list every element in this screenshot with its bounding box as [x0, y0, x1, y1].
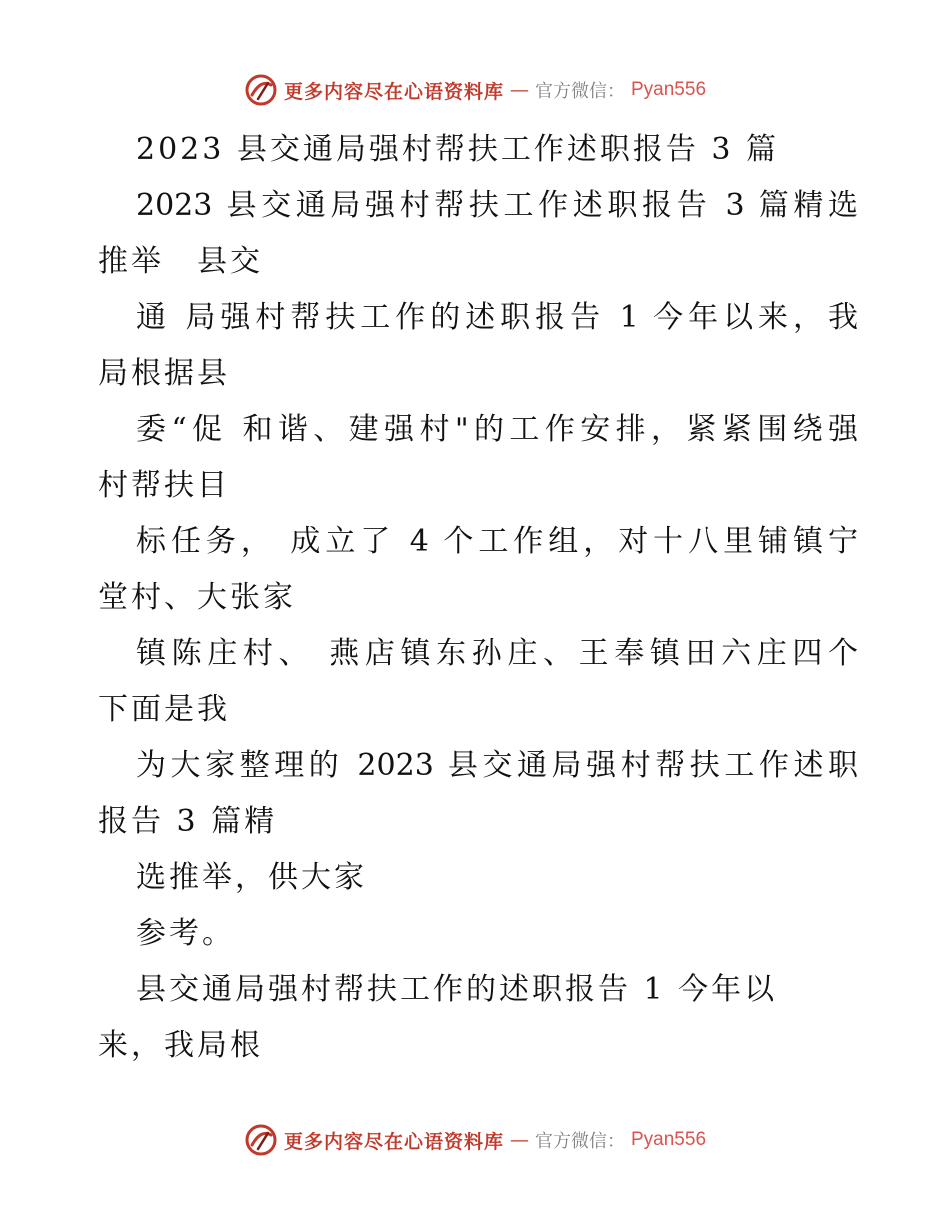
paragraph-line: 为大家整理的 2023 县交通局强村帮扶工作述职	[136, 748, 858, 783]
paragraph-line: 镇陈庄村、 燕店镇东孙庄、王奉镇田六庄四个	[136, 636, 858, 671]
paragraph-line: 县交通局强村帮扶工作的述职报告 1 今年以	[136, 972, 778, 1007]
banner-wechat-id: Pyan556	[631, 1129, 707, 1150]
logo-icon	[244, 1123, 278, 1157]
paragraph-line: 推举 县交	[98, 244, 263, 279]
paragraph-line: 报告 3 篇精	[98, 804, 278, 839]
logo-icon	[244, 73, 278, 107]
footer-banner	[0, 1120, 950, 1160]
paragraph-line: 下面是我	[98, 692, 230, 727]
doc-title: 2023 县交通局强村帮扶工作述职报告 3 篇	[136, 132, 780, 167]
banner-official-label: 官方微信：	[535, 1131, 625, 1152]
banner-main-text: 更多内容尽在心语资料库	[283, 1130, 504, 1153]
paragraph-line: 来，我局根	[98, 1028, 263, 1063]
banner-dash: —	[510, 1129, 529, 1151]
banner-main-text: 更多内容尽在心语资料库	[283, 80, 504, 103]
paragraph-line: 参考。	[136, 916, 235, 951]
paragraph-line: 局根据县	[98, 356, 230, 391]
document-body	[98, 122, 858, 1074]
paragraph-line: 标任务， 成立了 4 个工作组，对十八里铺镇宁	[136, 524, 858, 559]
paragraph-line: 选推举，供大家	[136, 860, 367, 895]
paragraph-line: 通 局强村帮扶工作的述职报告 1 今年以来，我	[136, 300, 858, 335]
header-banner	[0, 70, 950, 110]
paragraph-line: 村帮扶目	[98, 468, 230, 503]
banner-official-label: 官方微信：	[535, 81, 625, 102]
paragraph-line: 堂村、大张家	[98, 580, 296, 615]
banner-dash: —	[510, 79, 529, 101]
paragraph-line: 2023 县交通局强村帮扶工作述职报告 3 篇精选	[136, 188, 858, 223]
banner-wechat-id: Pyan556	[631, 79, 707, 100]
paragraph-line: 委“促 和谐、建强村"的工作安排，紧紧围绕强	[136, 412, 858, 447]
